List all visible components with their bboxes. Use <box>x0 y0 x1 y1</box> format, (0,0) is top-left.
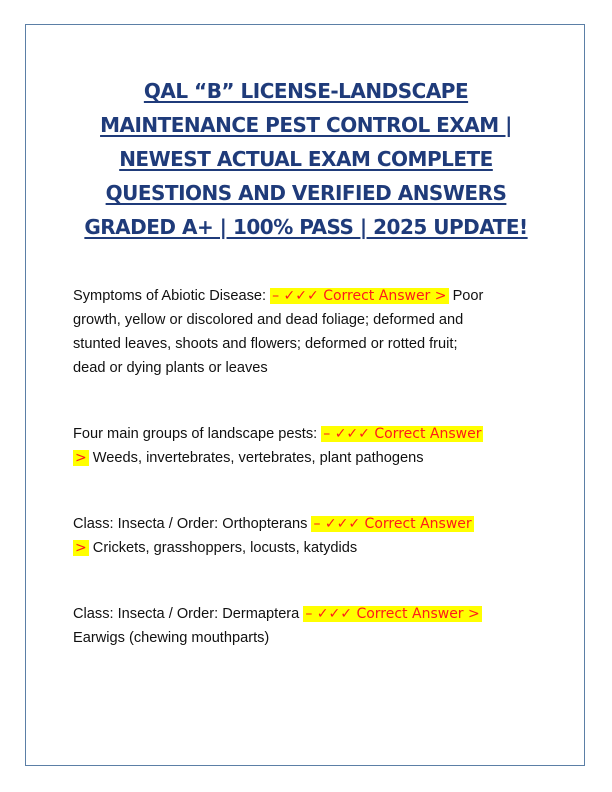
qa-line <box>73 536 543 560</box>
qa-line <box>73 512 543 536</box>
question-text: Four main groups of landscape pests: <box>73 426 318 442</box>
qa-line <box>73 284 543 308</box>
answer-text: growth, yellow or discolored and dead foliage; deformed and <box>73 312 464 328</box>
answer-text: dead or dying plants or leaves <box>73 360 268 376</box>
answer-text: stunted leaves, shoots and flowers; deformed or rotted fruit; <box>73 336 458 352</box>
qa-line <box>73 422 543 446</box>
answer-text: Crickets, grasshoppers, locusts, katydids <box>92 540 358 556</box>
question-text: Class: Insecta / Order: Dermaptera <box>73 606 300 622</box>
correct-answer-marker: – ✓✓✓ Correct Answer > <box>272 288 447 304</box>
question-text: Class: Insecta / Order: Orthopterans <box>73 516 308 532</box>
title-line-1: QAL “B” LICENSE-LANDSCAPE <box>143 79 469 103</box>
correct-answer-marker-end: > <box>75 540 87 556</box>
correct-answer-marker: – ✓✓✓ Correct Answer <box>313 516 472 532</box>
correct-answer-marker-end: > <box>75 450 87 466</box>
qa-line <box>73 446 543 470</box>
title-line-2: MAINTENANCE PEST CONTROL EXAM | <box>100 113 512 137</box>
correct-answer-marker: – ✓✓✓ Correct Answer <box>323 426 482 442</box>
qa-line <box>73 602 543 626</box>
question-text: Symptoms of Abiotic Disease: <box>73 288 267 304</box>
answer-text: Weeds, invertebrates, vertebrates, plant pathogens <box>92 450 424 466</box>
answer-text: Earwigs (chewing mouthparts) <box>73 630 270 646</box>
title-line-5: GRADED A+ | 100% PASS | 2025 UPDATE! <box>84 215 528 239</box>
title-line-3: NEWEST ACTUAL EXAM COMPLETE <box>119 147 493 171</box>
title-line-4: QUESTIONS AND VERIFIED ANSWERS <box>105 181 507 205</box>
qa-item-orthopterans <box>73 512 543 560</box>
correct-answer-marker: – ✓✓✓ Correct Answer > <box>305 606 480 622</box>
answer-text: Poor <box>452 288 484 304</box>
qa-item-landscape-pests <box>73 422 543 470</box>
qa-item-dermaptera <box>73 602 543 650</box>
document-title <box>40 74 572 244</box>
qa-item-abiotic-disease <box>73 284 543 380</box>
